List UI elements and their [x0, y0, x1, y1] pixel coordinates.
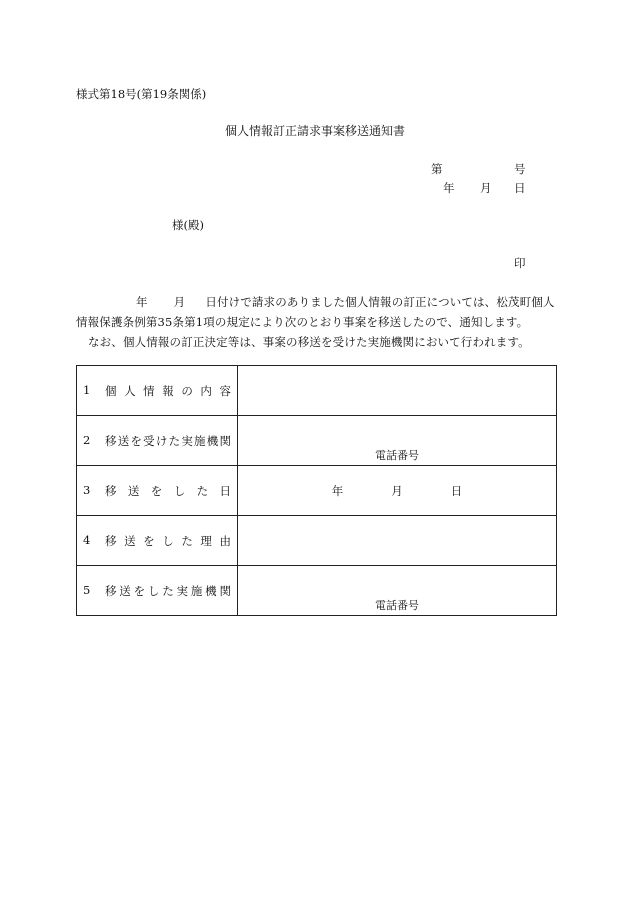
table-row — [77, 466, 557, 516]
row-number: 5 — [83, 582, 91, 597]
body-year: 年 — [136, 295, 148, 309]
transfer-date-field[interactable] — [238, 466, 557, 516]
form-number: 様式第18号(第19条関係) — [76, 87, 207, 101]
table-row — [77, 516, 557, 566]
row-label-transfer-date: 移送をした日 — [105, 483, 231, 498]
transfer-details-table — [76, 365, 557, 616]
row-label-receiving-agency: 移送を受けた実施機関 — [105, 433, 231, 448]
receiving-agency-field[interactable] — [238, 416, 557, 466]
body-month: 月 — [173, 295, 186, 309]
row-label-personal-info-content: 個人情報の内容 — [105, 383, 231, 398]
transfer-date-day: 日 — [450, 483, 463, 498]
document-title: 個人情報訂正請求事案移送通知書 — [224, 124, 405, 138]
body-text: 日付けで請求のありました個人情報の訂正については、松茂町個人情報保護条例第35条第1項の規定により次のとおり事案を移送したので、通知します。 — [76, 295, 555, 329]
seal-mark: 印 — [514, 256, 526, 270]
row-number: 2 — [83, 432, 91, 447]
issue-date-year: 年 — [443, 181, 455, 195]
row-number: 4 — [83, 532, 91, 547]
notice-body — [76, 292, 556, 352]
phone-number-label: 電話番号 — [375, 449, 419, 462]
addressee: 様(殿) — [172, 218, 204, 232]
table-row — [77, 566, 557, 616]
row-label-transfer-reason: 移送をした理由 — [105, 533, 231, 548]
row-number: 3 — [83, 482, 91, 497]
doc-number-prefix: 第 — [431, 162, 443, 176]
row-number: 1 — [83, 382, 91, 397]
notice-paragraph-1 — [76, 292, 556, 332]
transfer-date-year: 年 — [331, 483, 344, 498]
notice-paragraph-2: なお、個人情報の訂正決定等は、事案の移送を受けた実施機関において行われます。 — [88, 335, 530, 349]
table-row — [77, 366, 557, 416]
personal-info-content-field[interactable] — [238, 366, 557, 416]
issue-date-day: 日 — [514, 181, 526, 195]
transferring-agency-field[interactable] — [238, 566, 557, 616]
doc-number-suffix: 号 — [514, 162, 526, 176]
transfer-reason-field[interactable] — [238, 516, 557, 566]
row-label-transferring-agency: 移送をした実施機関 — [105, 583, 231, 598]
table-row — [77, 416, 557, 466]
issue-date-month: 月 — [480, 181, 492, 195]
phone-number-label: 電話番号 — [375, 599, 419, 612]
transfer-date-month: 月 — [391, 483, 403, 498]
